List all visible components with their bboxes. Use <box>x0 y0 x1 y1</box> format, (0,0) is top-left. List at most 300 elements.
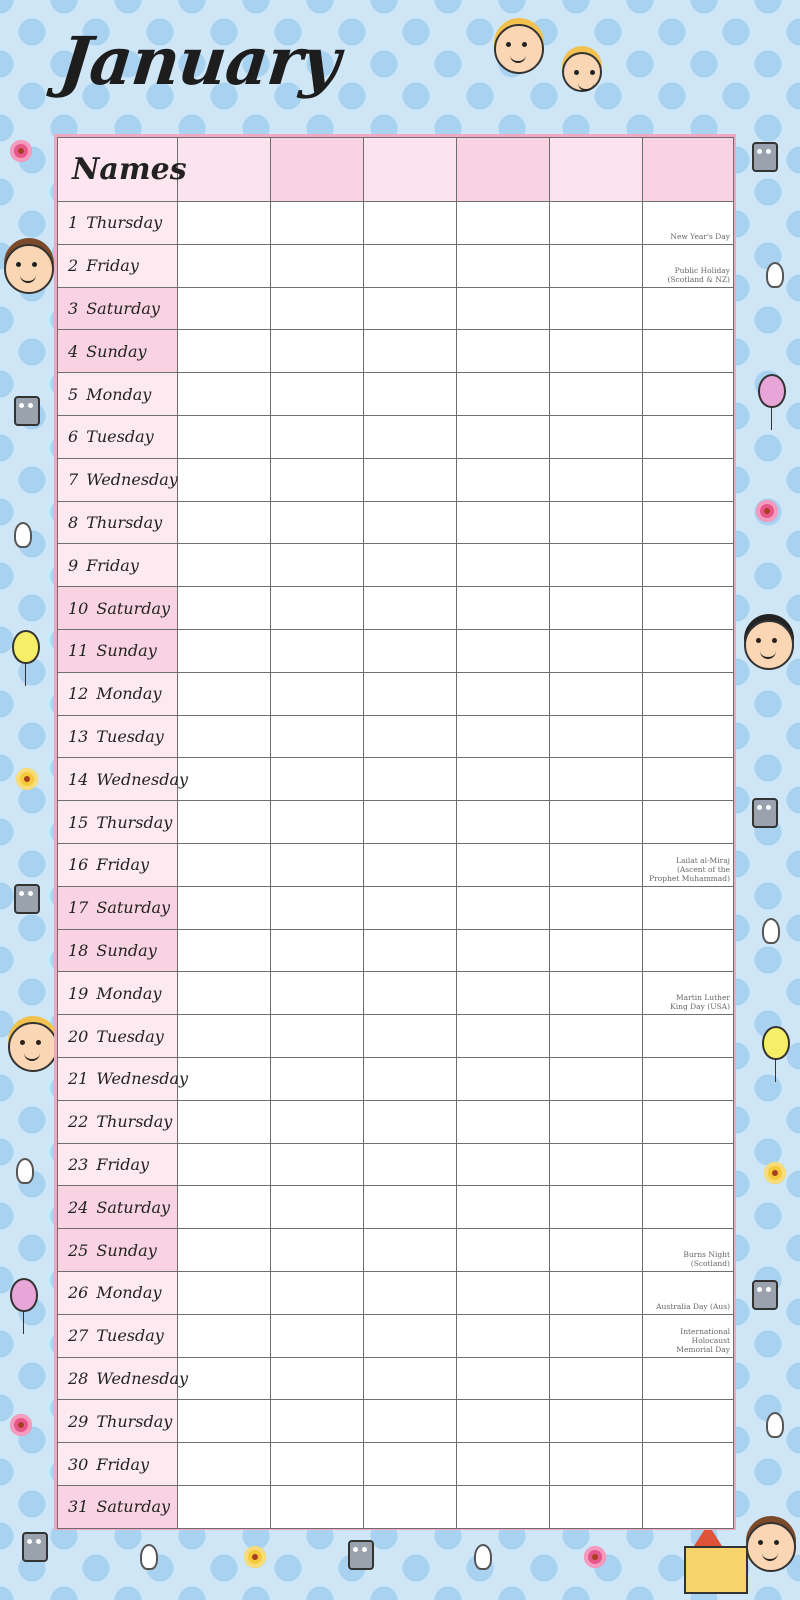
entry-cell[interactable] <box>271 415 364 458</box>
note-cell[interactable] <box>643 202 734 245</box>
day-name: Wednesday <box>86 470 178 490</box>
day-row <box>58 202 734 245</box>
entry-cell[interactable] <box>364 886 457 929</box>
day-label <box>58 544 178 587</box>
day-number: 5 <box>68 384 79 404</box>
entry-cell[interactable] <box>550 629 643 672</box>
day-row <box>58 1271 734 1314</box>
entry-cell[interactable] <box>364 202 457 245</box>
day-number: 11 <box>68 641 89 661</box>
entry-cell[interactable] <box>550 1271 643 1314</box>
entry-cell[interactable] <box>550 1400 643 1443</box>
entry-cell[interactable] <box>457 244 550 287</box>
holiday-note: Lailat al-Miraj (Ascent of the Prophet Muhammad) <box>649 855 730 883</box>
day-number: 19 <box>68 983 89 1003</box>
balloon-icon <box>10 1278 38 1312</box>
flower-icon <box>16 768 38 790</box>
entry-cell[interactable] <box>364 587 457 630</box>
day-name: Sunday <box>96 1240 157 1260</box>
entry-cell[interactable] <box>550 287 643 330</box>
note-cell[interactable] <box>643 458 734 501</box>
entry-cell[interactable] <box>178 587 271 630</box>
entry-cell[interactable] <box>550 672 643 715</box>
day-number: 26 <box>68 1283 89 1303</box>
entry-cell[interactable] <box>457 1271 550 1314</box>
entry-cell[interactable] <box>457 843 550 886</box>
entry-cell[interactable] <box>457 715 550 758</box>
day-row <box>58 886 734 929</box>
entry-cell[interactable] <box>271 202 364 245</box>
entry-cell[interactable] <box>271 886 364 929</box>
entry-cell[interactable] <box>364 330 457 373</box>
entry-cell[interactable] <box>364 373 457 416</box>
entry-cell[interactable] <box>178 1143 271 1186</box>
entry-cell[interactable] <box>178 373 271 416</box>
bunny-icon <box>762 918 780 944</box>
entry-cell[interactable] <box>364 1186 457 1229</box>
entry-cell[interactable] <box>178 287 271 330</box>
entry-cell[interactable] <box>271 287 364 330</box>
bunny-icon <box>16 1158 34 1184</box>
entry-cell[interactable] <box>271 843 364 886</box>
entry-cell[interactable] <box>457 544 550 587</box>
entry-cell[interactable] <box>364 1443 457 1486</box>
note-cell[interactable] <box>643 1400 734 1443</box>
entry-cell[interactable] <box>178 843 271 886</box>
note-cell[interactable] <box>643 629 734 672</box>
calendar-grid <box>57 137 734 1529</box>
robot-icon <box>22 1532 48 1562</box>
day-row <box>58 373 734 416</box>
note-cell[interactable] <box>643 1229 734 1272</box>
note-cell[interactable] <box>643 672 734 715</box>
day-row <box>58 1100 734 1143</box>
entry-cell[interactable] <box>364 972 457 1015</box>
entry-cell[interactable] <box>178 1229 271 1272</box>
note-cell[interactable] <box>643 972 734 1015</box>
entry-cell[interactable] <box>178 1400 271 1443</box>
entry-cell[interactable] <box>550 1443 643 1486</box>
entry-cell[interactable] <box>550 1357 643 1400</box>
entry-cell[interactable] <box>457 458 550 501</box>
entry-cell[interactable] <box>178 1100 271 1143</box>
entry-cell[interactable] <box>271 672 364 715</box>
entry-cell[interactable] <box>271 629 364 672</box>
entry-cell[interactable] <box>457 1057 550 1100</box>
entry-cell[interactable] <box>364 1357 457 1400</box>
entry-cell[interactable] <box>457 330 550 373</box>
day-number: 13 <box>68 726 89 746</box>
note-cell[interactable] <box>643 373 734 416</box>
note-cell[interactable] <box>643 715 734 758</box>
entry-cell[interactable] <box>178 886 271 929</box>
note-cell[interactable] <box>643 1443 734 1486</box>
note-cell[interactable] <box>643 544 734 587</box>
entry-cell[interactable] <box>364 672 457 715</box>
day-label <box>58 458 178 501</box>
entry-cell[interactable] <box>271 715 364 758</box>
calendar-frame <box>54 134 736 1530</box>
day-label <box>58 1186 178 1229</box>
entry-cell[interactable] <box>178 1314 271 1357</box>
day-name: Monday <box>96 1283 162 1303</box>
entry-cell[interactable] <box>271 1314 364 1357</box>
entry-cell[interactable] <box>364 715 457 758</box>
note-cell[interactable] <box>643 1357 734 1400</box>
member-name-cell[interactable] <box>364 138 457 202</box>
entry-cell[interactable] <box>178 330 271 373</box>
entry-cell[interactable] <box>457 629 550 672</box>
entry-cell[interactable] <box>457 972 550 1015</box>
boy-illustration <box>4 244 54 294</box>
entry-cell[interactable] <box>364 1057 457 1100</box>
entry-cell[interactable] <box>457 1015 550 1058</box>
day-label <box>58 1485 178 1528</box>
note-cell[interactable] <box>643 415 734 458</box>
entry-cell[interactable] <box>271 1229 364 1272</box>
entry-cell[interactable] <box>271 929 364 972</box>
day-row <box>58 287 734 330</box>
entry-cell[interactable] <box>364 929 457 972</box>
entry-cell[interactable] <box>364 544 457 587</box>
entry-cell[interactable] <box>271 544 364 587</box>
flower-icon <box>10 140 32 162</box>
entry-cell[interactable] <box>550 843 643 886</box>
entry-cell[interactable] <box>364 801 457 844</box>
entry-cell[interactable] <box>178 458 271 501</box>
entry-cell[interactable] <box>178 801 271 844</box>
entry-cell[interactable] <box>364 1400 457 1443</box>
day-number: 29 <box>68 1411 89 1431</box>
flower-icon <box>584 1546 606 1568</box>
day-row <box>58 972 734 1015</box>
entry-cell[interactable] <box>457 1100 550 1143</box>
note-cell[interactable] <box>643 1271 734 1314</box>
day-name: Monday <box>96 684 162 704</box>
entry-cell[interactable] <box>550 244 643 287</box>
day-row <box>58 544 734 587</box>
note-cell[interactable] <box>643 929 734 972</box>
entry-cell[interactable] <box>550 1143 643 1186</box>
entry-cell[interactable] <box>364 758 457 801</box>
entry-cell[interactable] <box>550 330 643 373</box>
entry-cell[interactable] <box>457 287 550 330</box>
day-name: Friday <box>86 256 139 276</box>
entry-cell[interactable] <box>457 1357 550 1400</box>
flower-icon <box>756 500 778 522</box>
day-label <box>58 629 178 672</box>
member-name-cell[interactable] <box>457 138 550 202</box>
entry-cell[interactable] <box>178 1015 271 1058</box>
castle-icon <box>684 1546 748 1594</box>
note-cell[interactable] <box>643 1485 734 1528</box>
entry-cell[interactable] <box>178 1186 271 1229</box>
day-row <box>58 715 734 758</box>
note-cell[interactable] <box>643 1314 734 1357</box>
day-row <box>58 1357 734 1400</box>
day-row <box>58 1186 734 1229</box>
entry-cell[interactable] <box>457 929 550 972</box>
entry-cell[interactable] <box>178 1271 271 1314</box>
entry-cell[interactable] <box>271 1057 364 1100</box>
note-cell[interactable] <box>643 1143 734 1186</box>
day-label <box>58 287 178 330</box>
entry-cell[interactable] <box>550 501 643 544</box>
entry-cell[interactable] <box>457 1186 550 1229</box>
entry-cell[interactable] <box>457 415 550 458</box>
entry-cell[interactable] <box>271 1485 364 1528</box>
entry-cell[interactable] <box>457 758 550 801</box>
entry-cell[interactable] <box>178 1443 271 1486</box>
entry-cell[interactable] <box>271 1443 364 1486</box>
day-label <box>58 972 178 1015</box>
entry-cell[interactable] <box>457 202 550 245</box>
entry-cell[interactable] <box>178 415 271 458</box>
entry-cell[interactable] <box>271 330 364 373</box>
day-name: Monday <box>86 384 152 404</box>
entry-cell[interactable] <box>550 1057 643 1100</box>
entry-cell[interactable] <box>550 801 643 844</box>
day-number: 20 <box>68 1026 89 1046</box>
day-label <box>58 758 189 801</box>
day-number: 22 <box>68 1112 89 1132</box>
entry-cell[interactable] <box>550 929 643 972</box>
entry-cell[interactable] <box>550 1186 643 1229</box>
entry-cell[interactable] <box>457 1400 550 1443</box>
entry-cell[interactable] <box>271 801 364 844</box>
holiday-note: New Year's Day <box>670 231 730 241</box>
entry-cell[interactable] <box>271 1143 364 1186</box>
day-row <box>58 244 734 287</box>
day-row <box>58 1400 734 1443</box>
entry-cell[interactable] <box>364 1229 457 1272</box>
day-number: 16 <box>68 855 89 875</box>
entry-cell[interactable] <box>550 1015 643 1058</box>
entry-cell[interactable] <box>550 202 643 245</box>
entry-cell[interactable] <box>550 1100 643 1143</box>
entry-cell[interactable] <box>457 801 550 844</box>
day-name: Tuesday <box>86 427 154 447</box>
entry-cell[interactable] <box>457 1443 550 1486</box>
day-label <box>58 1400 178 1443</box>
note-cell[interactable] <box>643 758 734 801</box>
entry-cell[interactable] <box>271 758 364 801</box>
day-label <box>58 1015 178 1058</box>
note-cell[interactable] <box>643 886 734 929</box>
day-row <box>58 672 734 715</box>
holiday-note: Australia Day (Aus) <box>656 1301 730 1311</box>
entry-cell[interactable] <box>271 1100 364 1143</box>
robot-icon <box>752 1280 778 1310</box>
names-header: Names <box>58 138 178 202</box>
day-name: Saturday <box>96 898 171 918</box>
note-cell[interactable] <box>643 587 734 630</box>
entry-cell[interactable] <box>457 1229 550 1272</box>
bunny-icon <box>766 1412 784 1438</box>
note-cell[interactable] <box>643 843 734 886</box>
note-cell[interactable] <box>643 1015 734 1058</box>
girl-illustration <box>8 1022 58 1072</box>
day-name: Wednesday <box>96 1069 189 1089</box>
entry-cell[interactable] <box>457 373 550 416</box>
day-name: Thursday <box>96 1411 173 1431</box>
day-name: Friday <box>96 1454 150 1474</box>
day-row <box>58 415 734 458</box>
entry-cell[interactable] <box>178 1057 271 1100</box>
entry-cell[interactable] <box>364 244 457 287</box>
robot-icon <box>348 1540 374 1570</box>
note-cell[interactable] <box>643 330 734 373</box>
entry-cell[interactable] <box>178 929 271 972</box>
member-name-cell[interactable] <box>643 138 734 202</box>
bunny-icon <box>14 522 32 548</box>
entry-cell[interactable] <box>178 972 271 1015</box>
entry-cell[interactable] <box>457 587 550 630</box>
entry-cell[interactable] <box>178 1357 271 1400</box>
entry-cell[interactable] <box>457 672 550 715</box>
day-number: 25 <box>68 1240 89 1260</box>
entry-cell[interactable] <box>550 886 643 929</box>
day-name: Thursday <box>86 512 163 532</box>
entry-cell[interactable] <box>457 886 550 929</box>
day-label <box>58 587 178 630</box>
day-number: 9 <box>68 555 79 575</box>
entry-cell[interactable] <box>364 843 457 886</box>
entry-cell[interactable] <box>550 715 643 758</box>
entry-cell[interactable] <box>550 1485 643 1528</box>
member-name-cell[interactable] <box>550 138 643 202</box>
entry-cell[interactable] <box>550 1229 643 1272</box>
day-number: 12 <box>68 684 89 704</box>
entry-cell[interactable] <box>364 501 457 544</box>
entry-cell[interactable] <box>271 972 364 1015</box>
entry-cell[interactable] <box>178 672 271 715</box>
entry-cell[interactable] <box>457 1485 550 1528</box>
entry-cell[interactable] <box>271 1015 364 1058</box>
day-label <box>58 1271 178 1314</box>
month-title: January <box>55 22 343 100</box>
day-name: Saturday <box>86 298 160 318</box>
balloon-icon <box>758 374 786 408</box>
entry-cell[interactable] <box>364 1143 457 1186</box>
day-row <box>58 501 734 544</box>
holiday-note: International Holocaust Memorial Day <box>676 1326 730 1354</box>
entry-cell[interactable] <box>271 1186 364 1229</box>
entry-cell[interactable] <box>364 1015 457 1058</box>
day-number: 27 <box>68 1326 89 1346</box>
day-number: 6 <box>68 427 79 447</box>
entry-cell[interactable] <box>271 501 364 544</box>
note-cell[interactable] <box>643 244 734 287</box>
member-name-cell[interactable] <box>271 138 364 202</box>
day-name: Sunday <box>96 940 157 960</box>
member-name-cell[interactable] <box>178 138 271 202</box>
entry-cell[interactable] <box>178 1485 271 1528</box>
day-name: Friday <box>96 1154 150 1174</box>
entry-cell[interactable] <box>178 202 271 245</box>
entry-cell[interactable] <box>271 1271 364 1314</box>
entry-cell[interactable] <box>271 244 364 287</box>
entry-cell[interactable] <box>364 458 457 501</box>
entry-cell[interactable] <box>457 1314 550 1357</box>
entry-cell[interactable] <box>364 415 457 458</box>
day-name: Saturday <box>96 1497 171 1517</box>
entry-cell[interactable] <box>178 244 271 287</box>
entry-cell[interactable] <box>550 1314 643 1357</box>
day-name: Friday <box>86 555 139 575</box>
entry-cell[interactable] <box>271 1357 364 1400</box>
note-cell[interactable] <box>643 801 734 844</box>
day-row <box>58 1485 734 1528</box>
day-name: Tuesday <box>96 1026 164 1046</box>
note-cell[interactable] <box>643 1186 734 1229</box>
entry-cell[interactable] <box>178 629 271 672</box>
day-row <box>58 801 734 844</box>
entry-cell[interactable] <box>178 501 271 544</box>
day-label <box>58 1143 178 1186</box>
entry-cell[interactable] <box>364 1485 457 1528</box>
flower-icon <box>10 1414 32 1436</box>
entry-cell[interactable] <box>364 287 457 330</box>
day-label <box>58 1357 189 1400</box>
entry-cell[interactable] <box>364 1314 457 1357</box>
entry-cell[interactable] <box>271 373 364 416</box>
entry-cell[interactable] <box>550 544 643 587</box>
day-label <box>58 501 178 544</box>
entry-cell[interactable] <box>550 587 643 630</box>
day-name: Wednesday <box>96 1368 189 1388</box>
day-name: Thursday <box>96 812 173 832</box>
day-number: 1 <box>68 213 79 233</box>
note-cell[interactable] <box>643 501 734 544</box>
balloon-icon <box>762 1026 790 1060</box>
day-label <box>58 1229 178 1272</box>
note-cell[interactable] <box>643 1057 734 1100</box>
day-label <box>58 330 178 373</box>
entry-cell[interactable] <box>457 501 550 544</box>
entry-cell[interactable] <box>364 1271 457 1314</box>
day-number: 14 <box>68 769 89 789</box>
day-label <box>58 1057 189 1100</box>
entry-cell[interactable] <box>550 373 643 416</box>
entry-cell[interactable] <box>550 972 643 1015</box>
entry-cell[interactable] <box>550 758 643 801</box>
day-label <box>58 672 178 715</box>
flower-icon <box>244 1546 266 1568</box>
day-number: 3 <box>68 298 79 318</box>
holiday-note: Burns Night (Scotland) <box>683 1249 730 1268</box>
day-number: 30 <box>68 1454 89 1474</box>
day-number: 4 <box>68 341 79 361</box>
entry-cell[interactable] <box>550 415 643 458</box>
entry-cell[interactable] <box>271 458 364 501</box>
day-number: 2 <box>68 256 79 276</box>
balloon-icon <box>12 630 40 664</box>
entry-cell[interactable] <box>364 1100 457 1143</box>
entry-cell[interactable] <box>550 458 643 501</box>
entry-cell[interactable] <box>178 715 271 758</box>
entry-cell[interactable] <box>178 544 271 587</box>
entry-cell[interactable] <box>271 587 364 630</box>
note-cell[interactable] <box>643 287 734 330</box>
entry-cell[interactable] <box>364 629 457 672</box>
note-cell[interactable] <box>643 1100 734 1143</box>
day-row <box>58 1143 734 1186</box>
entry-cell[interactable] <box>178 758 271 801</box>
entry-cell[interactable] <box>271 1400 364 1443</box>
entry-cell[interactable] <box>457 1143 550 1186</box>
day-label <box>58 1443 178 1486</box>
